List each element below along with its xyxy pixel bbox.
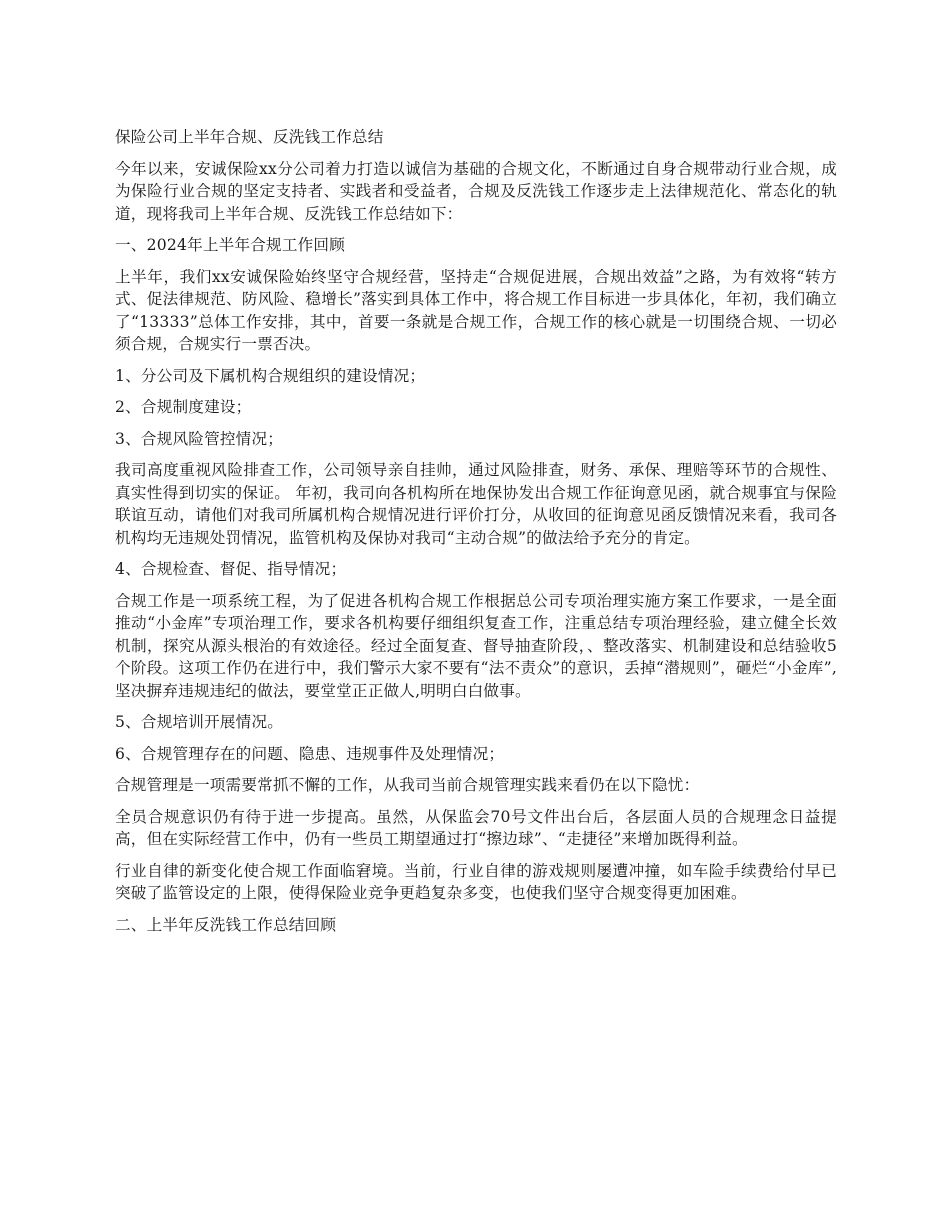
list-item: 6、合规管理存在的问题、隐患、违规事件及处理情况； [115,744,505,763]
paragraph: 合规工作是一项系统工程，为了促进各机构合规工作根据总公司专项治理实施方案工作要求，一是全面推动“小金库”专项治理工作，要求各机构要仔细组织复查工作，注重总结专项治理经验，建立健全长效机制，探究从源头根治的有效途径。经过全面复查、督导抽查阶段，、整改落实、机制建设和总结验收5个阶段。这项工作仍在进行中，我们警示大家不要有“法不责众”的意识，丢掉“潜规则”，砸烂“小金库”,坚决摒弃违规违纪的做法，要堂堂正正做人,明明白白做事。 [115,591,837,700]
paragraph: 行业自律的新变化使合规工作面临窘境。当前，行业自律的游戏规则屡遭冲撞，如车险手续费给付早已突破了监管设定的上限，使得保险业竞争更趋复杂多变，也使我们坚守合规变得更加困难。 [115,861,837,902]
document-title: 保险公司上半年合规、反洗钱工作总结 [115,128,384,146]
list-item: 1、分公司及下属机构合规组织的建设情况； [115,366,426,385]
paragraph: 上半年，我们xx安诚保险始终坚守合规经营，坚持走“合规促进展，合规出效益”之路，为有效将“转方式、促法律规范、防风险、稳增长”落实到具体工作中，将合规工作目标进一步具体化，年初，我们确立了“13333”总体工作安排，其中，首要一条就是合规工作，合规工作的核心就是一切围绕合规、一切必须合规，合规实行一票否决。 [115,267,837,353]
list-item: 2、合规制度建设； [115,398,252,416]
paragraph: 合规管理是一项需要常抓不懈的工作，从我司当前合规管理实践来看仍在以下隐忧： [115,776,700,794]
document-body [115,126,837,945]
list-item: 4、合规检查、督促、指导情况； [115,560,347,578]
list-item: 3、合规风险管控情况； [115,429,284,448]
list-item: 5、合规培训开展情况。 [115,713,284,731]
section-heading-2: 二、上半年反洗钱工作总结回顾 [115,915,337,934]
paragraph: 全员合规意识仍有待于进一步提高。虽然，从保监会70号文件出台后，各层面人员的合规理念日益提高，但在实际经营工作中，仍有一些员工期望通过打“擦边球”、“走捷径”来增加既得利益。 [115,807,837,848]
paragraph-intro: 今年以来，安诚保险xx分公司着力打造以诚信为基础的合规文化，不断通过自身合规带动行业合规，成为保险行业合规的坚定支持者、实践者和受益者，合规及反洗钱工作逐步走上法律规范化、常态化的轨道，现将我司上半年合规、反洗钱工作总结如下： [115,159,837,223]
paragraph: 我司高度重视风险排查工作，公司领导亲自挂帅，通过风险排查，财务、承保、理赔等环节的合规性、真实性得到切实的保证。 年初，我司向各机构所在地保协发出合规工作征询意见函，就合规事宜与保险联谊互动，请他们对我司所属机构合规情况进行评价打分，从收回的征询意见函反馈情况来看，我司各机构均无违规处罚情况，监管机构及保协对我司“主动合规”的做法给予充分的肯定。 [115,461,837,547]
section-heading-1: 一、2024年上半年合规工作回顾 [115,236,346,254]
